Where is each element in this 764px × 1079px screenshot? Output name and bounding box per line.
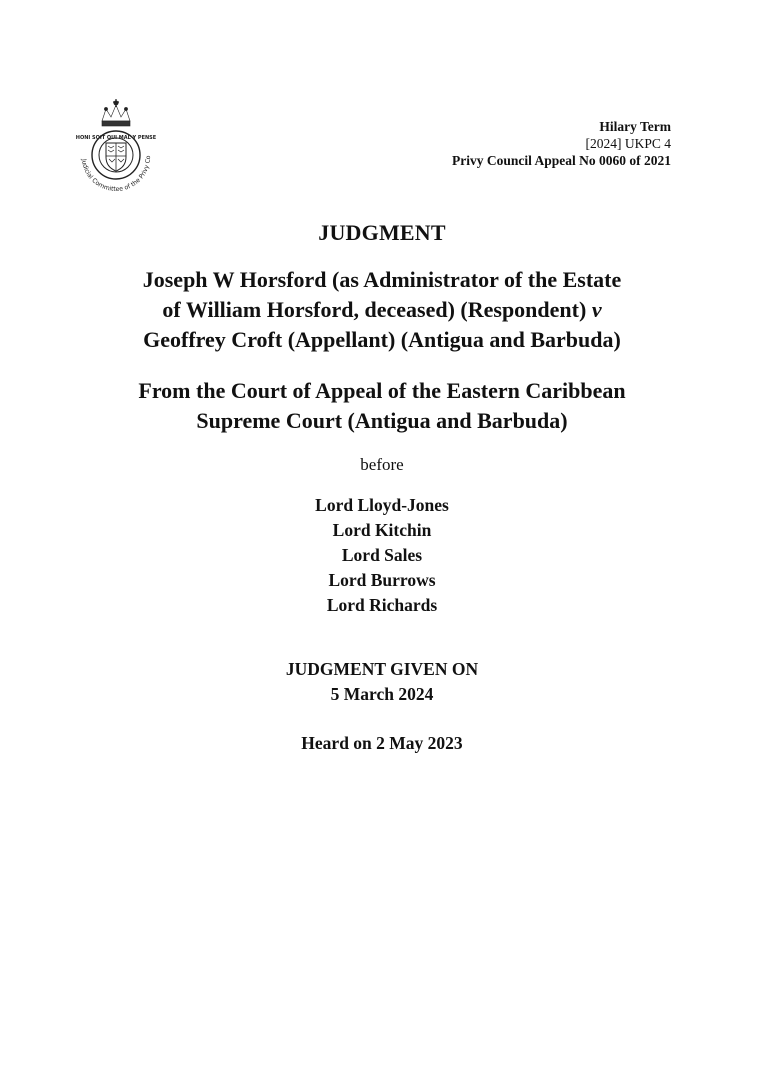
judge-name: Lord Kitchin — [332, 520, 432, 540]
originating-court — [0, 376, 764, 436]
neutral-citation: [2024] UKPC 4 — [585, 136, 671, 151]
judges-list — [0, 493, 764, 618]
judge-name: Lord Richards — [326, 595, 438, 615]
judgment-title: JUDGMENT — [318, 220, 446, 245]
before-label: before — [360, 455, 404, 474]
case-name-line-1: Joseph W Horsford (as Administrator of the Estate — [142, 267, 622, 292]
judge-name: Lord Burrows — [328, 570, 436, 590]
case-name-line-2 — [0, 295, 764, 325]
privy-council-seal-icon — [72, 95, 160, 199]
hearing-date: Heard on 2 May 2023 — [301, 733, 463, 753]
versus-marker: v — [591, 297, 602, 322]
judge-name: Lord Lloyd-Jones — [315, 495, 449, 515]
case-reference-header — [452, 118, 671, 169]
judgment-given — [0, 657, 764, 707]
judgment-given-label: JUDGMENT GIVEN ON — [285, 659, 479, 679]
case-name — [0, 265, 764, 355]
case-name-line-3: Geoffrey Croft (Appellant) (Antigua and Barbuda) — [143, 327, 621, 352]
seal-ring-text: Judicial Committee of the Privy Co — [80, 155, 153, 194]
originating-court-line-2: Supreme Court (Antigua and Barbuda) — [196, 408, 568, 433]
originating-court-line-1: From the Court of Appeal of the Eastern Caribbean — [138, 378, 626, 403]
seal-motto: HONI SOIT QUI MAL Y PENSE — [75, 135, 157, 141]
judge-name: Lord Sales — [341, 545, 423, 565]
term-label: Hilary Term — [599, 119, 671, 134]
appeal-number: Privy Council Appeal No 0060 of 2021 — [451, 153, 671, 168]
case-name-line-2-text: of William Horsford, deceased) (Respondent) — [162, 297, 587, 322]
judgment-given-date: 5 March 2024 — [330, 684, 434, 704]
